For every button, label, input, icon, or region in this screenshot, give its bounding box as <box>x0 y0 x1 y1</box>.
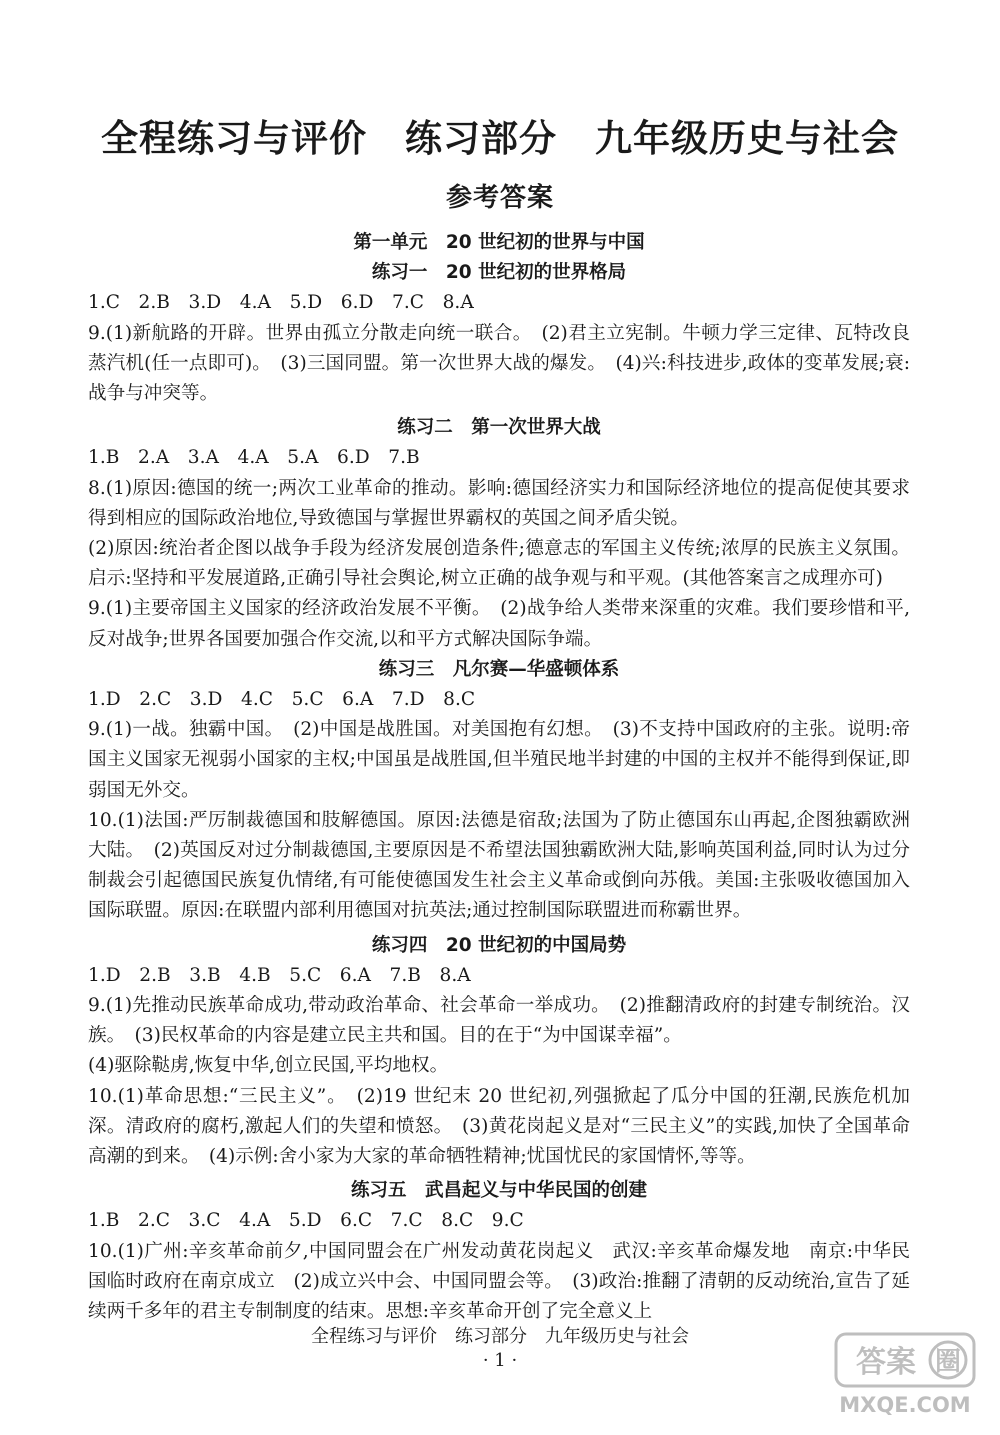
svg-text:MXQE.COM: MXQE.COM <box>839 1393 971 1417</box>
exercise-3 <box>88 655 910 927</box>
choice-answers: 1.B 2.C 3.C 4.A 5.D 6.C 7.C 8.C 9.C <box>88 1210 524 1232</box>
exercise-heading: 练习二 第一次世界大战 <box>397 417 601 439</box>
answer-paragraph: 10.(1)法国:严厉制裁德国和肢解德国。原因:法德是宿敌;法国为了防止德国东山再起,企图独霸欧洲大陆。 (2)英国反对过分制裁德国,主要原因是不希望法国独霸欧洲大陆,影响英国利益,同时认为过分制裁会引起德国民族复仇情绪,有可能使德国发生社会主义革命或倒向苏俄。美国:主张吸收德国加入国际联盟。原因:在联盟内部利用德国对抗英法;通过控制国际联盟进而称霸世界。 <box>88 809 910 922</box>
exercise-4 <box>88 931 910 1173</box>
answer-paragraph: (4)驱除鞑虏,恢复中华,创立民国,平均地权。 <box>88 1055 449 1077</box>
page-title: 全程练习与评价 练习部分 九年级历史与社会 <box>101 117 899 160</box>
choice-answers: 1.D 2.C 3.D 4.C 5.C 6.A 7.D 8.C <box>88 688 476 710</box>
answer-paragraph: 9.(1)新航路的开辟。世界由孤立分散走向统一联合。 (2)君主立宪制。牛顿力学三定律、瓦特改良蒸汽机(任一点即可)。 (3)三国同盟。第一次世界大战的爆发。 (4)兴:科技进步,政体的变革发展;衰:战争与冲突等。 <box>88 322 910 404</box>
page-footer: 全程练习与评价 练习部分 九年级历史与社会 <box>311 1326 689 1347</box>
exercise-heading: 练习五 武昌起义与中华民国的创建 <box>350 1180 647 1202</box>
svg-text:答案: 答案 <box>856 1345 916 1380</box>
answer-paragraph: 9.(1)一战。独霸中国。 (2)中国是战胜国。对美国抱有幻想。 (3)不支持中国政府的主张。说明:帝国主义国家无视弱小国家的主权;中国虽是战胜国,但半殖民地半封建的中国的主权并不能得到保证,即弱国无外交。 <box>88 719 910 801</box>
unit-heading: 第一单元 20 世纪初的世界与中国 <box>353 232 645 253</box>
exercise-1 <box>88 258 910 409</box>
answer-paragraph: 10.(1)广州:辛亥革命前夕,中国同盟会在广州发动黄花岗起义 武汉:辛亥革命爆发地 南京:中华民国临时政府在南京成立 (2)成立兴中会、中国同盟会等。 (3)政治:推翻了清朝的反动统治,宣告了延续两千多年的君主专制制度的结束。思想:辛亥革命开创了完全意义上 <box>88 1240 910 1322</box>
exercise-heading: 练习四 20 世纪初的中国局势 <box>371 934 627 956</box>
page-subtitle: 参考答案 <box>445 183 554 213</box>
choice-answers: 1.D 2.B 3.B 4.B 5.C 6.A 7.B 8.A <box>88 964 471 986</box>
exercise-heading: 练习一 20 世纪初的世界格局 <box>371 262 627 284</box>
answer-paragraph: 10.(1)革命思想:“三民主义”。 (2)19 世纪末 20 世纪初,列强掀起了瓜分中国的狂潮,民族危机加深。清政府的腐朽,激起人们的失望和愤怒。 (3)黄花岗起义是对“三民主义”的实践,加快了全国革命高潮的到来。 (4)示例:舍小家为大家的革命牺牲精神;忧国忧民的家国情怀,等等。 <box>88 1085 910 1167</box>
page-number: · 1 · <box>482 1350 518 1371</box>
svg-text:圈: 圈 <box>934 1347 962 1377</box>
choice-answers: 1.B 2.A 3.A 4.A 5.A 6.D 7.B <box>88 447 420 469</box>
exercise-2 <box>88 413 910 655</box>
answer-paragraph: (2)原因:统治者企图以战争手段为经济发展创造条件;德意志的军国主义传统;浓厚的民族主义氛围。启示:坚持和平发展道路,正确引导社会舆论,树立正确的战争观与和平观。(其他答案言之成理亦可) <box>88 537 910 590</box>
exercise-5 <box>88 1176 910 1327</box>
watermark-logo <box>830 1326 980 1421</box>
answer-paragraph: 9.(1)主要帝国主义国家的经济政治发展不平衡。 (2)战争给人类带来深重的灾难。我们要珍惜和平,反对战争;世界各国要加强合作交流,以和平方式解决国际争端。 <box>88 598 910 650</box>
answer-paragraph: 8.(1)原因:德国的统一;两次工业革命的推动。影响:德国经济实力和国际经济地位的提高促使其要求得到相应的国际政治地位,导致德国与掌握世界霸权的英国之间矛盾尖锐。 <box>88 477 910 529</box>
answer-content <box>88 228 910 1327</box>
exercise-heading: 练习三 凡尔赛—华盛顿体系 <box>378 658 620 680</box>
choice-answers: 1.C 2.B 3.D 4.A 5.D 6.D 7.C 8.A <box>88 292 474 314</box>
answer-paragraph: 9.(1)先推动民族革命成功,带动政治革命、社会革命一举成功。 (2)推翻清政府的封建专制统治。汉族。 (3)民权革命的内容是建立民主共和国。目的在于“为中国谋幸福”。 <box>88 994 910 1047</box>
